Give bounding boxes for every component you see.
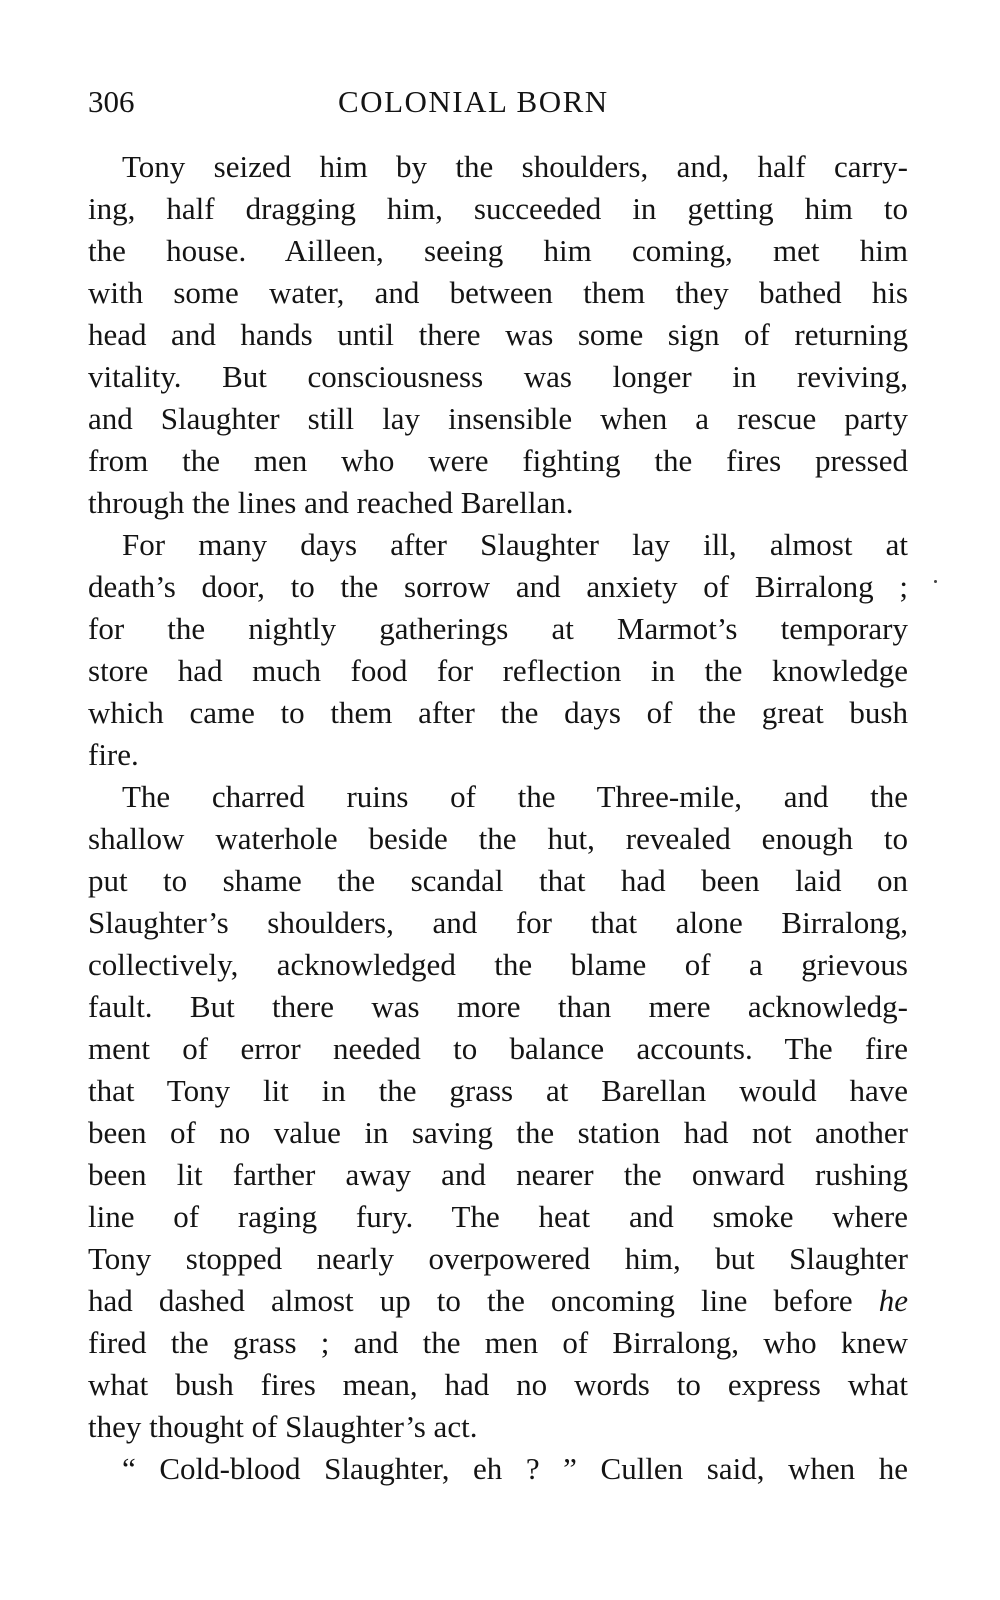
text-line: put to shame the scandal that had been laid on — [88, 863, 908, 898]
text-line: fired the grass ; and the men of Birralong, who knew — [88, 1325, 908, 1360]
text-line: The charred ruins of the Three-mile, and the — [122, 779, 908, 814]
text-line: which came to them after the days of the great bush — [88, 695, 908, 730]
text-line: death’s door, to the sorrow and anxiety of Birralong ; — [88, 569, 908, 604]
text-line: been of no value in saving the station had not another — [88, 1115, 908, 1150]
text-line: what bush fires mean, had no words to express what — [88, 1367, 908, 1402]
body-text — [88, 146, 908, 1490]
text-line: for the nightly gatherings at Marmot’s temporary — [88, 611, 908, 646]
italic-word: he — [878, 1283, 909, 1318]
text-line: they thought of Slaughter’s act. — [88, 1409, 478, 1444]
text-line: Tony seized him by the shoulders, and, half carry- — [122, 149, 908, 184]
text-line: ing, half dragging him, succeeded in getting him to — [88, 191, 908, 226]
text-line: collectively, acknowledged the blame of a grievous — [88, 947, 908, 982]
text-line: with some water, and between them they bathed his — [88, 275, 908, 310]
text-line-with-italic — [88, 1280, 908, 1322]
text-line: store had much food for reflection in the knowledge — [88, 653, 908, 688]
running-head — [88, 82, 908, 122]
print-speck — [934, 580, 937, 583]
text-span: had dashed almost up to the oncoming line before — [88, 1283, 853, 1318]
running-title: COLONIAL BORN — [338, 84, 609, 119]
text-line: fire. — [88, 737, 139, 772]
text-line: Slaughter’s shoulders, and for that alone Birralong, — [88, 905, 908, 940]
text-line: shallow waterhole beside the hut, revealed enough to — [88, 821, 908, 856]
text-line: vitality. But consciousness was longer in reviving, — [88, 359, 908, 394]
text-line: through the lines and reached Barellan. — [88, 485, 574, 520]
text-line: that Tony lit in the grass at Barellan would have — [88, 1073, 908, 1108]
text-line: “ Cold-blood Slaughter, eh ? ” Cullen said, when he — [122, 1451, 908, 1486]
text-line: For many days after Slaughter lay ill, almost at — [122, 527, 908, 562]
text-line: Tony stopped nearly overpowered him, but Slaughter — [88, 1241, 908, 1276]
text-line: ment of error needed to balance accounts. The fire — [88, 1031, 908, 1066]
text-line: and Slaughter still lay insensible when a rescue party — [88, 401, 908, 436]
text-line: line of raging fury. The heat and smoke where — [88, 1199, 908, 1234]
text-line: head and hands until there was some sign of returning — [88, 317, 908, 352]
text-line: from the men who were fighting the fires pressed — [88, 443, 908, 478]
text-line: the house. Ailleen, seeing him coming, met him — [88, 233, 908, 268]
text-line: fault. But there was more than mere acknowledg- — [88, 989, 908, 1024]
page-number: 306 — [88, 84, 135, 119]
text-line: been lit farther away and nearer the onward rushing — [88, 1157, 908, 1192]
